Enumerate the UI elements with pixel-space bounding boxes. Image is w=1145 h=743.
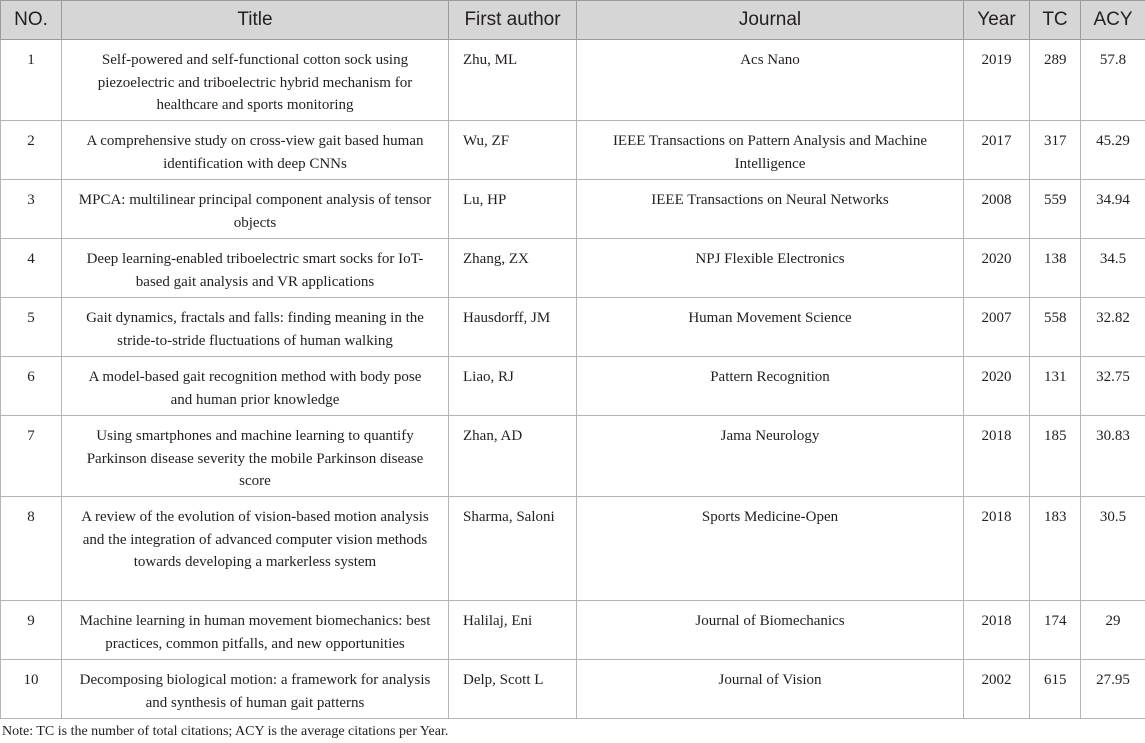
header-journal: Journal <box>577 1 964 40</box>
cell-tc: 317 <box>1030 121 1081 180</box>
cell-no: 10 <box>1 660 62 719</box>
cell-journal: Journal of Vision <box>577 660 964 719</box>
cell-first-author: Zhu, ML <box>449 40 577 121</box>
cell-year: 2007 <box>964 298 1030 357</box>
cell-title: Self-powered and self-functional cotton sock using piezoelectric and triboelectric hybrid mechanism for healthcare and sports monitoring <box>62 40 449 121</box>
cell-acy: 45.29 <box>1081 121 1145 180</box>
cell-acy: 34.5 <box>1081 239 1145 298</box>
cell-first-author: Delp, Scott L <box>449 660 577 719</box>
cell-title: MPCA: multilinear principal component analysis of tensor objects <box>62 180 449 239</box>
cell-tc: 183 <box>1030 497 1081 601</box>
cell-year: 2020 <box>964 357 1030 416</box>
cell-title: Using smartphones and machine learning to quantify Parkinson disease severity the mobile Parkinson disease score <box>62 416 449 497</box>
cell-acy: 32.82 <box>1081 298 1145 357</box>
cell-acy: 32.75 <box>1081 357 1145 416</box>
table-row <box>1 121 1145 180</box>
table-header <box>1 1 1145 40</box>
cell-title: Decomposing biological motion: a framework for analysis and synthesis of human gait patterns <box>62 660 449 719</box>
cell-first-author: Zhan, AD <box>449 416 577 497</box>
cell-title: Deep learning-enabled triboelectric smart socks for IoT-based gait analysis and VR applications <box>62 239 449 298</box>
cell-title: Machine learning in human movement biomechanics: best practices, common pitfalls, and new opportunities <box>62 601 449 660</box>
cell-no: 6 <box>1 357 62 416</box>
cell-acy: 27.95 <box>1081 660 1145 719</box>
cell-first-author: Zhang, ZX <box>449 239 577 298</box>
cell-journal: Pattern Recognition <box>577 357 964 416</box>
cell-first-author: Sharma, Saloni <box>449 497 577 601</box>
header-title: Title <box>62 1 449 40</box>
cell-year: 2008 <box>964 180 1030 239</box>
cell-title: A review of the evolution of vision-based motion analysis and the integration of advanced computer vision methods towards developing a markerless system <box>62 497 449 601</box>
cell-journal: Sports Medicine-Open <box>577 497 964 601</box>
table-row <box>1 180 1145 239</box>
table-row <box>1 357 1145 416</box>
table-row <box>1 40 1145 121</box>
header-acy: ACY <box>1081 1 1145 40</box>
cell-tc: 131 <box>1030 357 1081 416</box>
cell-no: 7 <box>1 416 62 497</box>
cell-tc: 558 <box>1030 298 1081 357</box>
header-year: Year <box>964 1 1030 40</box>
cell-year: 2019 <box>964 40 1030 121</box>
cell-tc: 615 <box>1030 660 1081 719</box>
cell-year: 2020 <box>964 239 1030 298</box>
cell-year: 2018 <box>964 601 1030 660</box>
cell-tc: 174 <box>1030 601 1081 660</box>
header-no: NO. <box>1 1 62 40</box>
cell-no: 5 <box>1 298 62 357</box>
cell-year: 2018 <box>964 416 1030 497</box>
cell-no: 1 <box>1 40 62 121</box>
cell-first-author: Lu, HP <box>449 180 577 239</box>
cell-journal: Acs Nano <box>577 40 964 121</box>
table-note: Note: TC is the number of total citations; ACY is the average citations per Year. <box>2 724 449 739</box>
cell-first-author: Halilaj, Eni <box>449 601 577 660</box>
cell-title: A comprehensive study on cross-view gait based human identification with deep CNNs <box>62 121 449 180</box>
cell-no: 2 <box>1 121 62 180</box>
cell-journal: Journal of Biomechanics <box>577 601 964 660</box>
table-row <box>1 497 1145 601</box>
cell-tc: 185 <box>1030 416 1081 497</box>
header-first-author: First author <box>449 1 577 40</box>
cell-year: 2002 <box>964 660 1030 719</box>
table-row <box>1 298 1145 357</box>
header-row <box>1 1 1145 40</box>
cell-no: 3 <box>1 180 62 239</box>
cell-acy: 29 <box>1081 601 1145 660</box>
table-row <box>1 239 1145 298</box>
cell-tc: 138 <box>1030 239 1081 298</box>
cell-year: 2018 <box>964 497 1030 601</box>
cell-first-author: Hausdorff, JM <box>449 298 577 357</box>
cell-journal: Jama Neurology <box>577 416 964 497</box>
cell-title: Gait dynamics, fractals and falls: finding meaning in the stride-to-stride fluctuations of human walking <box>62 298 449 357</box>
cell-journal: NPJ Flexible Electronics <box>577 239 964 298</box>
header-tc: TC <box>1030 1 1081 40</box>
cell-acy: 30.83 <box>1081 416 1145 497</box>
cell-tc: 559 <box>1030 180 1081 239</box>
table-row <box>1 416 1145 497</box>
cell-journal: IEEE Transactions on Pattern Analysis and Machine Intelligence <box>577 121 964 180</box>
cell-no: 4 <box>1 239 62 298</box>
cell-no: 9 <box>1 601 62 660</box>
cell-journal: Human Movement Science <box>577 298 964 357</box>
cell-acy: 30.5 <box>1081 497 1145 601</box>
cell-first-author: Liao, RJ <box>449 357 577 416</box>
cell-no: 8 <box>1 497 62 601</box>
table-row <box>1 660 1145 719</box>
cell-acy: 34.94 <box>1081 180 1145 239</box>
cell-year: 2017 <box>964 121 1030 180</box>
table-row <box>1 601 1145 660</box>
cell-tc: 289 <box>1030 40 1081 121</box>
cell-acy: 57.8 <box>1081 40 1145 121</box>
table-body <box>1 40 1145 719</box>
cell-first-author: Wu, ZF <box>449 121 577 180</box>
cell-journal: IEEE Transactions on Neural Networks <box>577 180 964 239</box>
cell-title: A model-based gait recognition method with body pose and human prior knowledge <box>62 357 449 416</box>
